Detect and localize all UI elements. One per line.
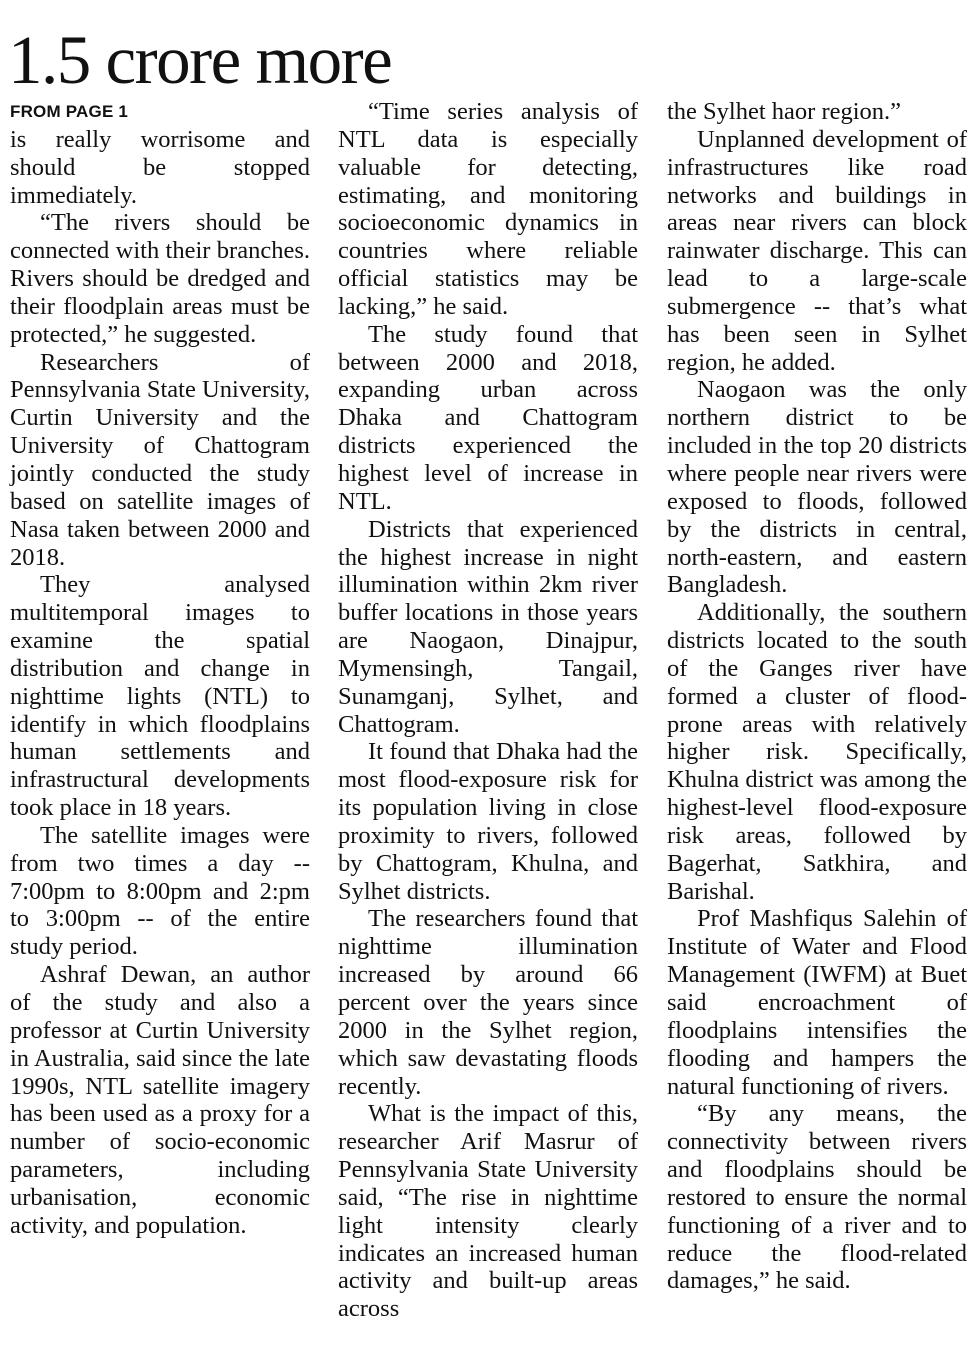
paragraph: is really worrisome and should be stopped immediately. [10,125,310,209]
paragraph: Unplanned development of infrastructures like road networks and buildings in areas near rivers can block rainwater discharge. This can lead to a large-scale submergence -- that’s what has been seen in Sylhet region, he added. [667,125,967,376]
article-column-1 [10,98,310,1240]
paragraph: Naogaon was the only northern district to be included in the top 20 districts where people near rivers were exposed to floods, followed by the districts in central, north-eastern, and eastern Bangladesh. [667,376,967,599]
paragraph: the Sylhet haor region.” [667,98,902,125]
paragraph: The study found that between 2000 and 2018, expanding urban across Dhaka and Chattogram districts experienced the highest level of increase in NTL. [338,320,638,515]
paragraph: The researchers found that nighttime illumination increased by around 66 percent over the years since 2000 in the Sylhet region, which saw devastating floods recently. [338,905,638,1100]
paragraph: Prof Mashfiqus Salehin of Institute of Water and Flood Management (IWFM) at Buet said encroachment of floodplains intensifies the flooding and hampers the natural functioning of rivers. [667,905,967,1100]
headline: 1.5 crore more [8,22,392,98]
paragraph: “Time series analysis of NTL data is especially valuable for detecting, estimating, and monitoring socioeconomic dynamics in countries where reliable official statistics may be lacking,” he said. [338,98,638,320]
paragraph: “By any means, the connectivity between rivers and floodplains should be restored to ensure the normal functioning of a river and to reduce the flood-related damages,” he said. [667,1100,967,1295]
continuation-kicker: FROM PAGE 1 [10,102,129,121]
paragraph: It found that Dhaka had the most flood-exposure risk for its population living in close proximity to rivers, followed by Chattogram, Khulna, and Sylhet districts. [338,738,638,905]
paragraph: “The rivers should be connected with their branches. Rivers should be dredged and their floodplain areas must be protected,” he suggested. [10,209,310,348]
paragraph: What is the impact of this, researcher Arif Masrur of Pennsylvania State University said, “The rise in nighttime light intensity clearly indicates an increased human activity and built-up areas across [338,1100,638,1323]
paragraph: They analysed multitemporal images to examine the spatial distribution and change in nighttime lights (NTL) to identify in which floodplains human settlements and infrastructural developments took place in 18 years. [10,571,310,822]
paragraph: The satellite images were from two times a day -- 7:00pm to 8:00pm and 2:pm to 3:00pm -- of the entire study period. [10,821,310,961]
article-column-3 [667,98,967,1295]
paragraph: Districts that experienced the highest increase in night illumination within 2km river buffer locations in those years are Naogaon, Dinajpur, Mymensingh, Tangail, Sunamganj, Sylhet, and Chattogram. [338,515,638,738]
paragraph: Additionally, the southern districts located to the south of the Ganges river have formed a cluster of flood-prone areas with relatively higher risk. Specifically, Khulna district was among the highest-level flood-exposure risk areas, followed by Bagerhat, Satkhira, and Barishal. [667,599,967,905]
paragraph: Ashraf Dewan, an author of the study and also a professor at Curtin University in Australia, said since the late 1990s, NTL satellite imagery has been used as a proxy for a number of socio-economic parameters, including urbanisation, economic activity, and population. [10,961,310,1239]
article-column-2 [338,98,638,1323]
paragraph: Researchers of Pennsylvania State University, Curtin University and the University of Chattogram jointly conducted the study based on satellite images of Nasa taken between 2000 and 2018. [10,348,310,571]
